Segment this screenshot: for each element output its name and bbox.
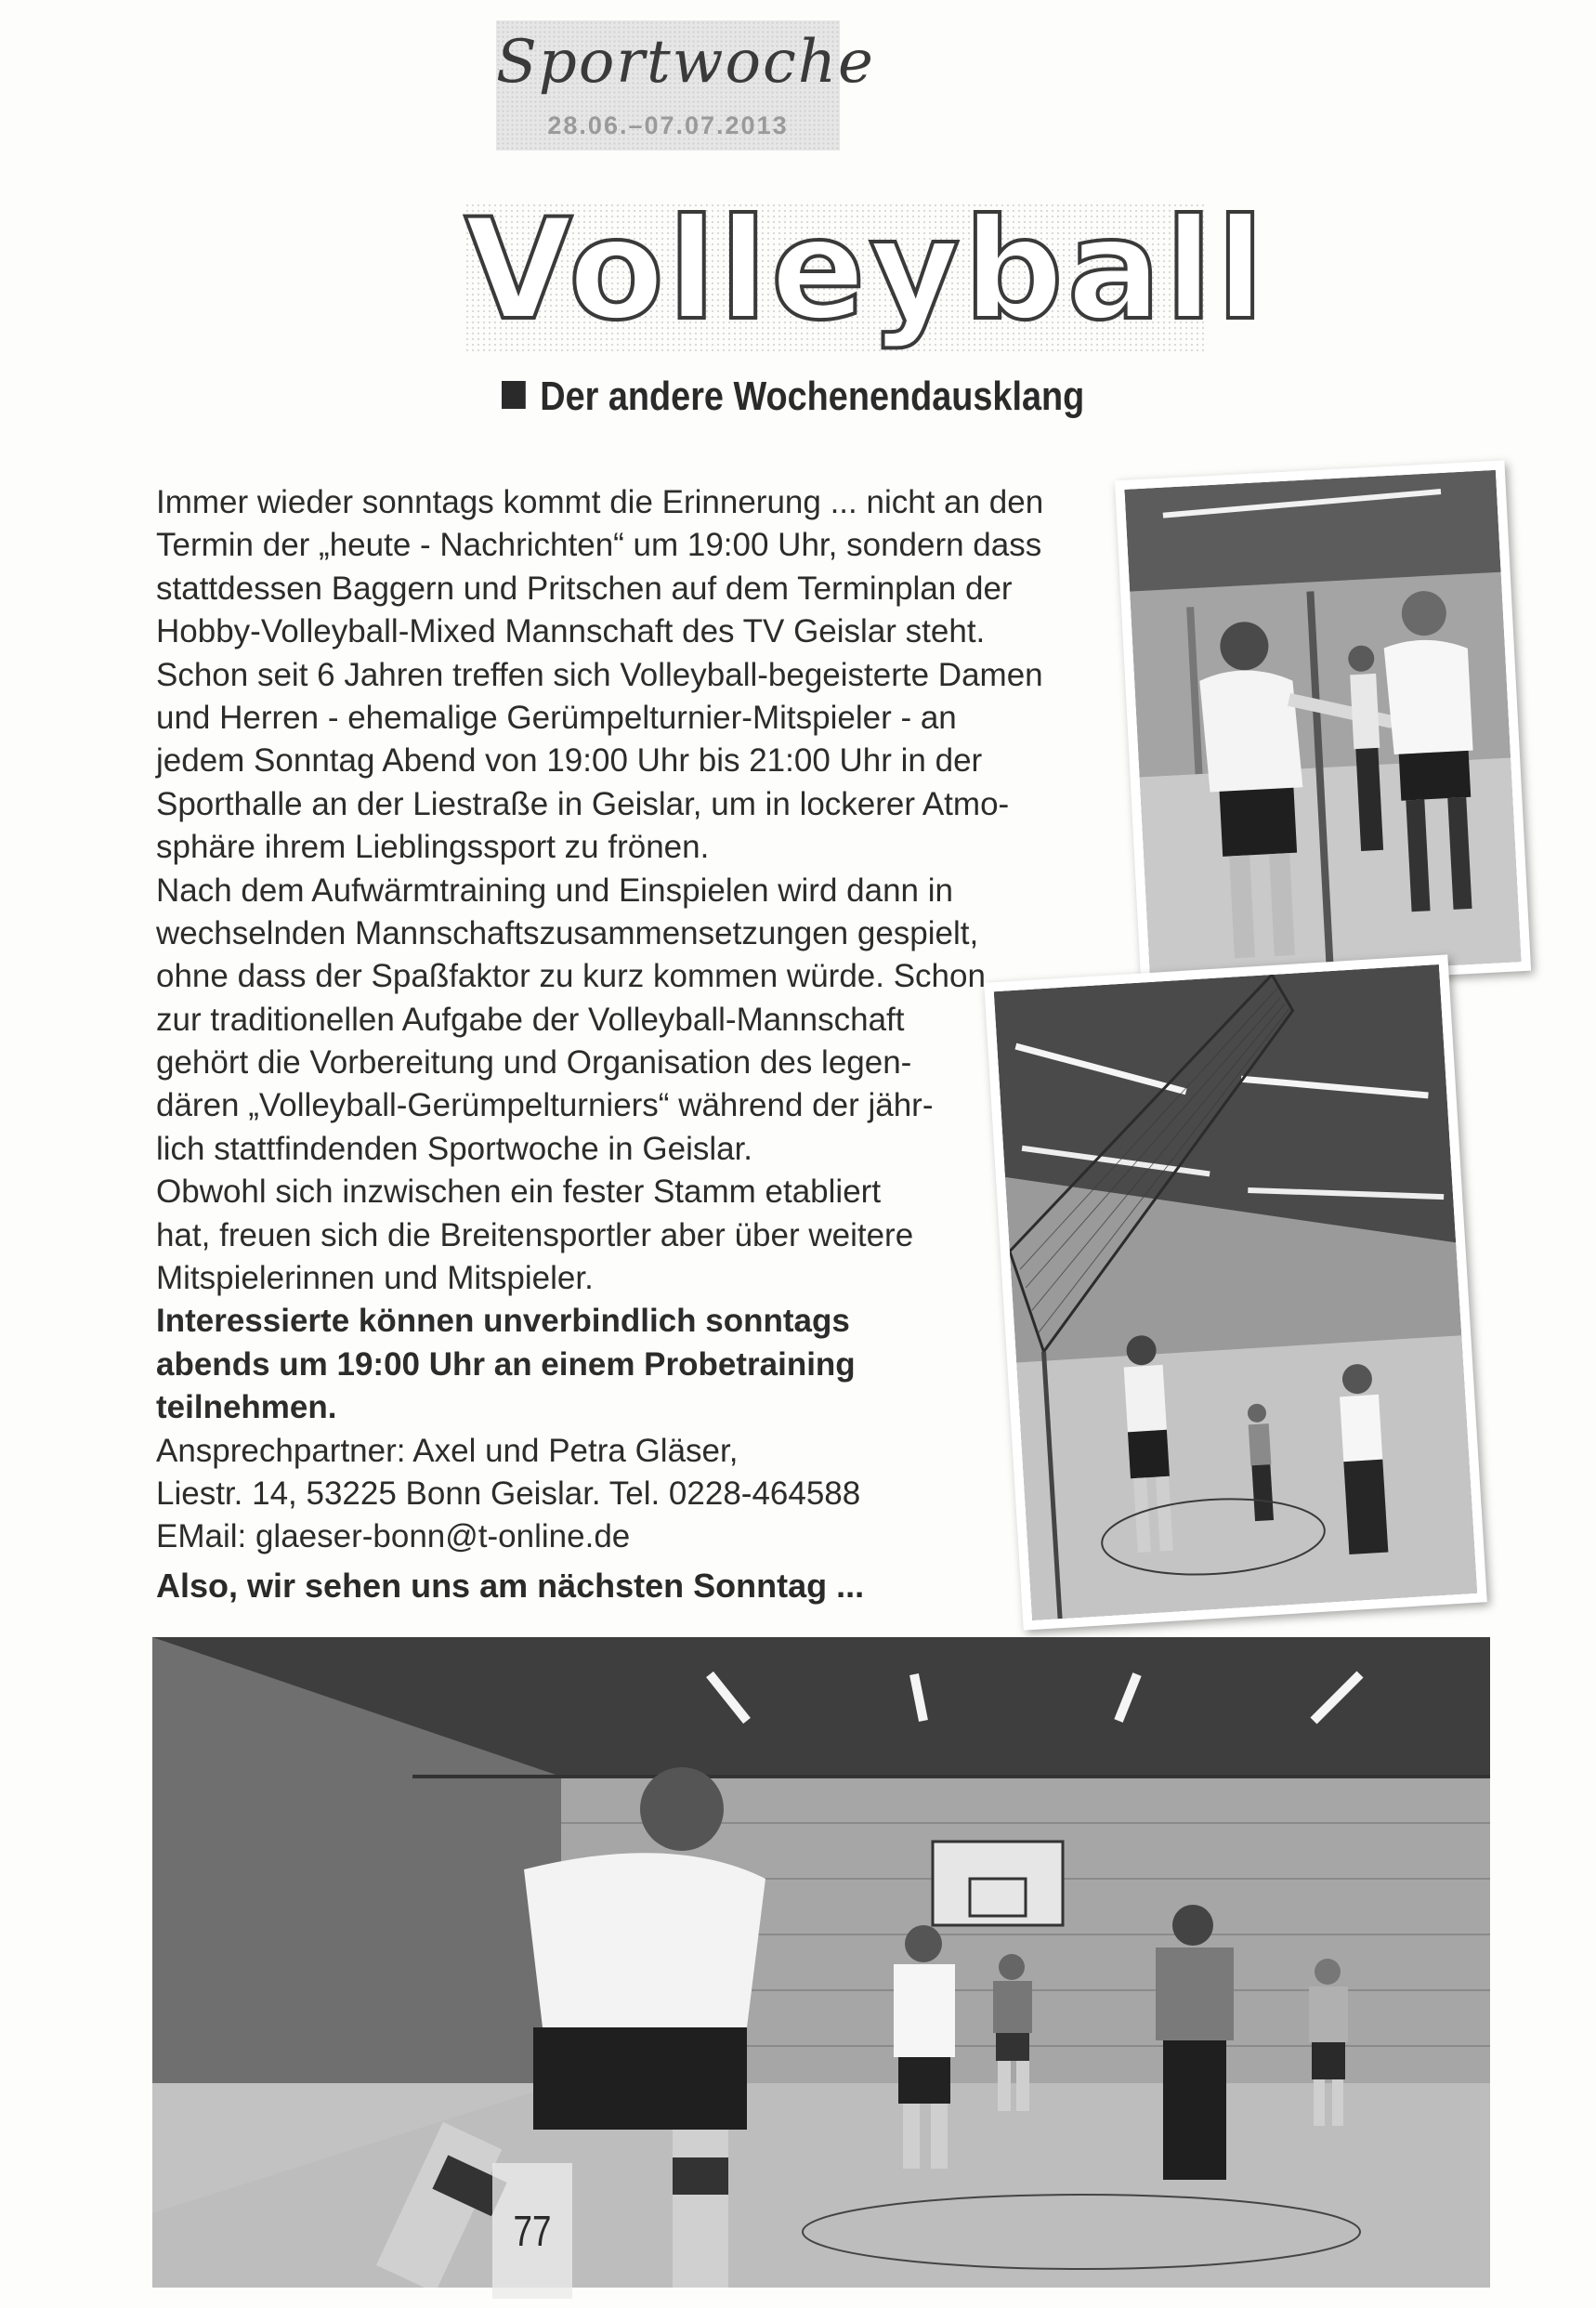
article-body [156, 481, 1132, 1559]
photo-net-play [984, 954, 1487, 1630]
photo-players-greeting [1115, 460, 1531, 990]
photo-gym-wide [152, 1637, 1490, 2288]
body-line: hat, freuen sich die Breitensportler aber über weitere [156, 1216, 914, 1253]
sportwoche-badge [496, 20, 875, 151]
email-line: EMail: glaeser-bonn@t-online.de [156, 1518, 631, 1555]
body-line: wechselnden Mannschaftszusammensetzungen gespielt, [156, 914, 979, 951]
closing-line: Also, wir sehen uns am nächsten Sonntag ... [156, 1567, 865, 1605]
body-line: jedem Sonntag Abend von 19:00 Uhr bis 21:00 Uhr in der [156, 742, 983, 780]
bold-line: teilnehmen. [156, 1389, 337, 1426]
body-line: stattdessen Baggern und Pritschen auf dem Terminplan der [156, 570, 1013, 607]
badge-title: Sportwoche [496, 28, 875, 97]
badge-dates: 28.06.–07.07.2013 [547, 111, 789, 139]
body-line: Termin der „heute - Nachrichten“ um 19:00 Uhr, sondern dass [156, 527, 1042, 564]
bullet-square-icon [502, 381, 526, 409]
body-line: gehört die Vorbereitung und Organisation des legen- [156, 1044, 912, 1082]
body-line: ohne dass der Spaßfaktor zu kurz kommen würde. Schon [156, 958, 986, 995]
page-number-box [492, 2163, 572, 2299]
contact-line: Ansprechpartner: Axel und Petra Gläser, [156, 1432, 739, 1469]
bold-line: abends um 19:00 Uhr an einem Probetraining [156, 1345, 856, 1383]
body-line: lich stattfindenden Sportwoche in Geislar. [156, 1130, 753, 1167]
body-line: Obwohl sich inzwischen ein fester Stamm etabliert [156, 1174, 882, 1211]
body-line: Hobby-Volleyball-Mixed Mannschaft des TV Geislar steht. [156, 613, 986, 650]
body-line: Immer wieder sonntags kommt die Erinnerung ... nicht an den [156, 484, 1044, 520]
body-line: Mitspielerinnen und Mitspieler. [156, 1260, 594, 1297]
headline: Volleyball [464, 190, 1268, 351]
body-line: Schon seit 6 Jahren treffen sich Volleyball-begeisterte Damen [156, 656, 1043, 693]
body-line: sphäre ihrem Lieblingssport zu frönen. [156, 829, 710, 866]
body-line: zur traditionellen Aufgabe der Volleyball-Mannschaft [156, 1001, 905, 1038]
contact-line: Liestr. 14, 53225 Bonn Geislar. Tel. 0228-464588 [156, 1475, 861, 1512]
body-line: Sporthalle an der Liestraße in Geislar, um in lockerer Atmo- [156, 785, 1010, 822]
headline-block [464, 190, 1268, 351]
subheading-text: Der andere Wochenendausklang [540, 374, 1085, 419]
body-line: und Herren - ehemalige Gerümpelturnier-Mitspieler - an [156, 699, 957, 736]
subheading [502, 374, 1085, 429]
page-number: 77 [513, 2207, 552, 2255]
bold-line: Interessierte können unverbindlich sonntags [156, 1303, 850, 1340]
body-line: Nach dem Aufwärmtraining und Einspielen wird dann in [156, 872, 953, 909]
body-line: dären „Volleyball-Gerümpelturniers“ während der jähr- [156, 1087, 934, 1124]
